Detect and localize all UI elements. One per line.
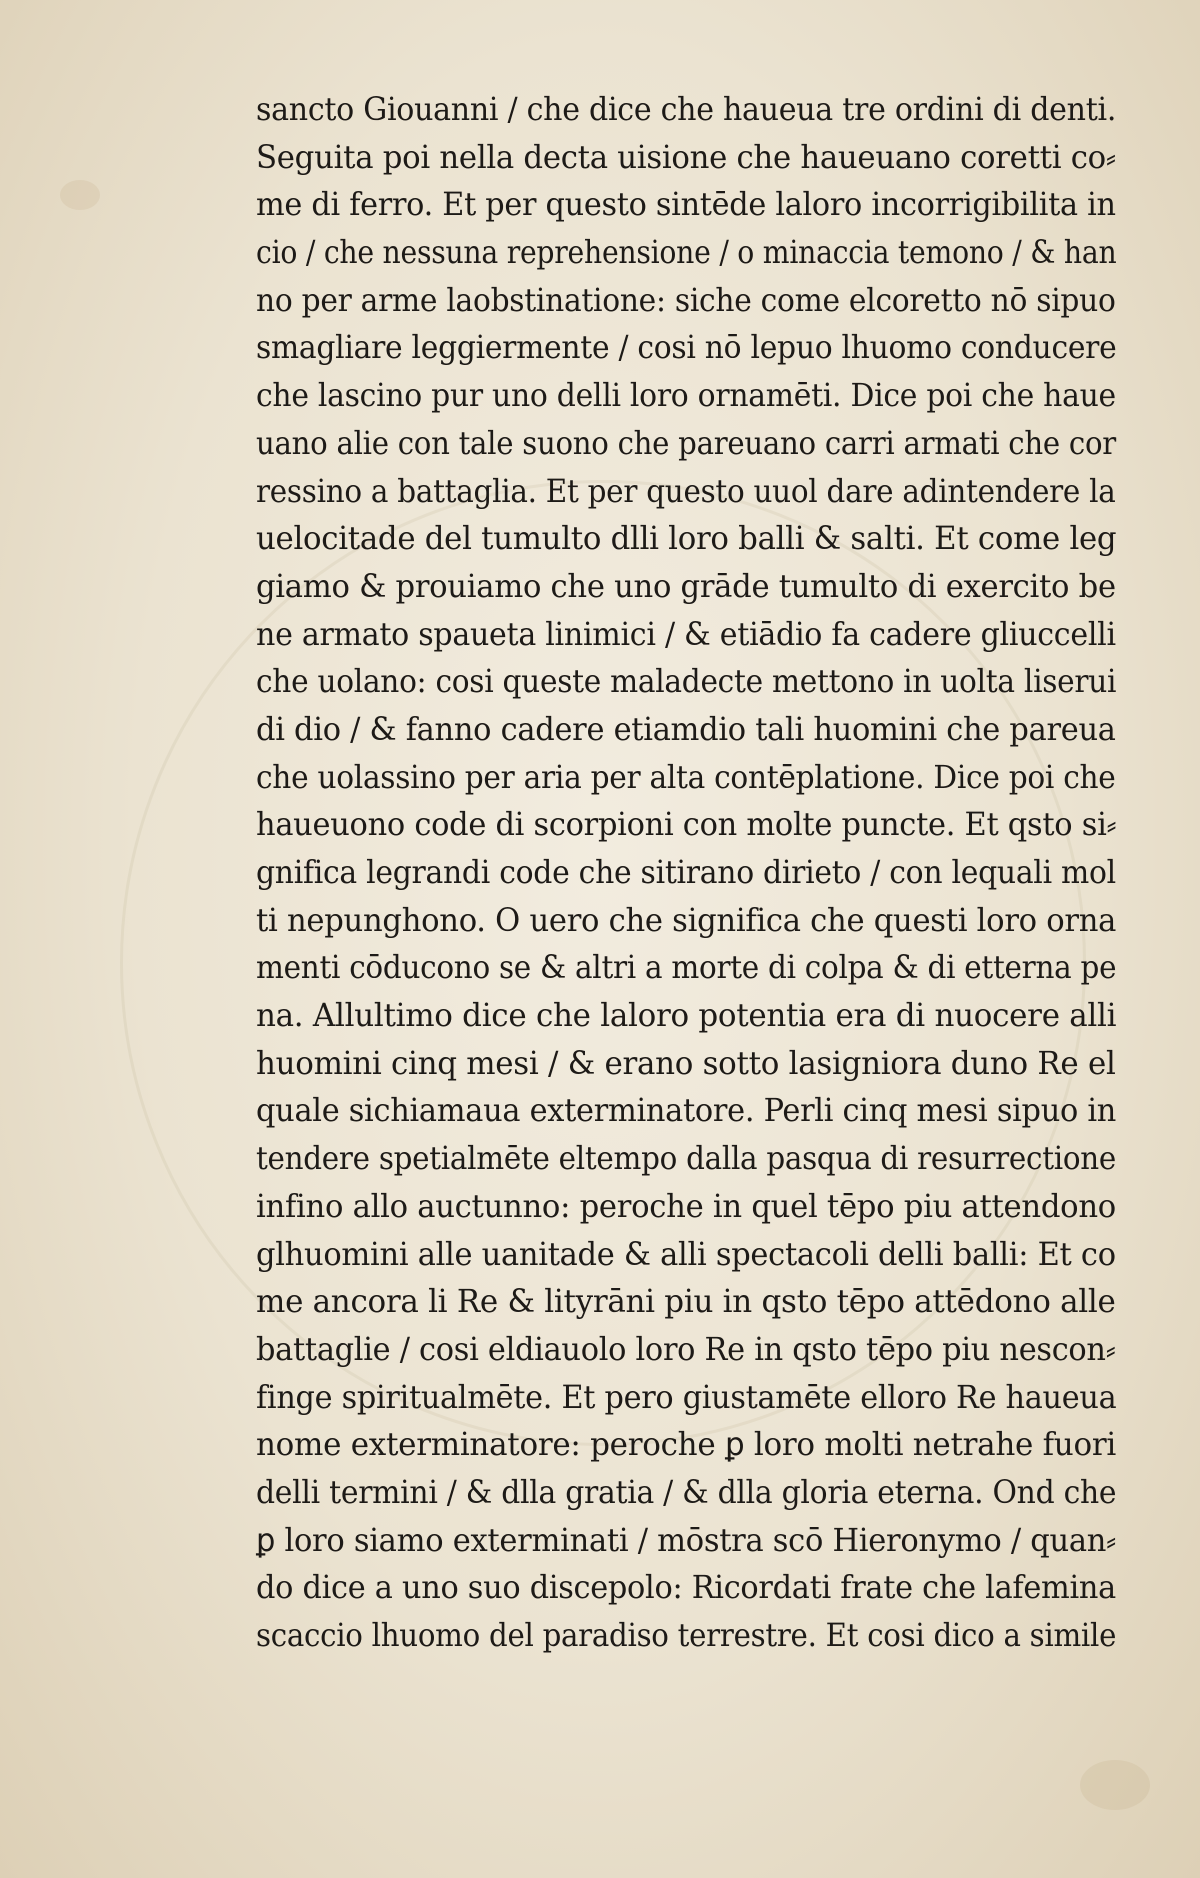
text-line: quale sichiamaua exterminatore. Perli cinq mesi sipuo in: [256, 1091, 1117, 1130]
text-line: glhuomini alle uanitade & alli spectacoli delli balli: Et co: [256, 1234, 1116, 1273]
text-line: infino allo auctunno: peroche in quel tēpo piu attendono: [256, 1186, 1116, 1225]
paper-stain: [60, 180, 100, 210]
text-line: haueuono code di scorpioni con molte puncte. Et qsto si⸗: [256, 805, 1117, 844]
text-line: me ancora li Re & lityrāni piu in qsto tēpo attēdono alle: [256, 1282, 1116, 1321]
text-line: che lascino pur uno delli loro ornamēti. Dice poi che haue: [256, 376, 1116, 415]
text-line: sancto Giouanni / che dice che haueua tre ordini di denti.: [256, 90, 1117, 128]
text-line: no per arme laobstinatione: siche come elcoretto nō sipuo: [256, 280, 1116, 319]
text-column: [256, 86, 1116, 1660]
text-line: di dio / & fanno cadere etiamdio tali huomini che pareua: [256, 709, 1116, 748]
text-line: che uolassino per aria per alta contēplatione. Dice poi che: [256, 757, 1116, 796]
text-line: cio / che nessuna reprehensione / o minaccia temono / & han: [256, 233, 1117, 272]
text-line: do dice a uno suo discepolo: Ricordati frate che lafemina: [256, 1568, 1116, 1607]
text-line: tendere spetialmēte eltempo dalla pasqua di resurrectione: [256, 1139, 1116, 1178]
text-line: smagliare leggiermente / cosi nō lepuo lhuomo conducere: [256, 328, 1117, 367]
text-line: me di ferro. Et per questo sintēde laloro incorrigibilita in: [256, 185, 1116, 224]
text-line: menti cōducono se & altri a morte di colpa & di etterna pe: [256, 948, 1117, 987]
text-line: Seguita poi nella decta uisione che haueuano coretti co⸗: [256, 137, 1116, 176]
text-line: ti nepunghono. O uero che significa che questi loro orna: [256, 900, 1117, 939]
text-line: uelocitade del tumulto dlli loro balli & salti. Et come leg: [256, 519, 1117, 558]
text-line: huomini cinq mesi / & erano sotto lasigniora duno Re el: [256, 1043, 1116, 1082]
text-line: battaglie / cosi eldiauolo loro Re in qsto tēpo piu nescon⸗: [256, 1329, 1116, 1368]
text-line: ressino a battaglia. Et per questo uuol dare adintendere la: [256, 471, 1116, 510]
text-line: uano alie con tale suono che pareuano carri armati che cor: [256, 423, 1116, 462]
text-line: gnifica legrandi code che sitirano dirieto / con lequali mol: [256, 853, 1116, 891]
text-line: na. Allultimo dice che laloro potentia era di nuocere alli: [256, 996, 1117, 1035]
text-line: delli termini / & dlla gratia / & dlla gloria eterna. Ond che: [256, 1472, 1117, 1511]
text-line: nome exterminatore: peroche ꝑ loro molti netrahe fuori: [256, 1425, 1116, 1464]
text-line: ne armato spaueta linimici / & etiādio fa cadere gliuccelli: [256, 614, 1116, 653]
text-line: che uolano: cosi queste maladecte mettono in uolta liserui: [256, 662, 1117, 701]
text-line: giamo & prouiamo che uno grāde tumulto di exercito be: [256, 566, 1116, 605]
text-line: scaccio lhuomo del paradiso terrestre. Et cosi dico a simile: [256, 1616, 1117, 1654]
text-line: finge spiritualmēte. Et pero giustamēte elloro Re haueua: [256, 1377, 1117, 1416]
paper-stain: [1080, 1760, 1150, 1810]
text-line: ꝑ loro siamo exterminati / mōstra scō Hieronymo / quan⸗: [256, 1520, 1117, 1559]
